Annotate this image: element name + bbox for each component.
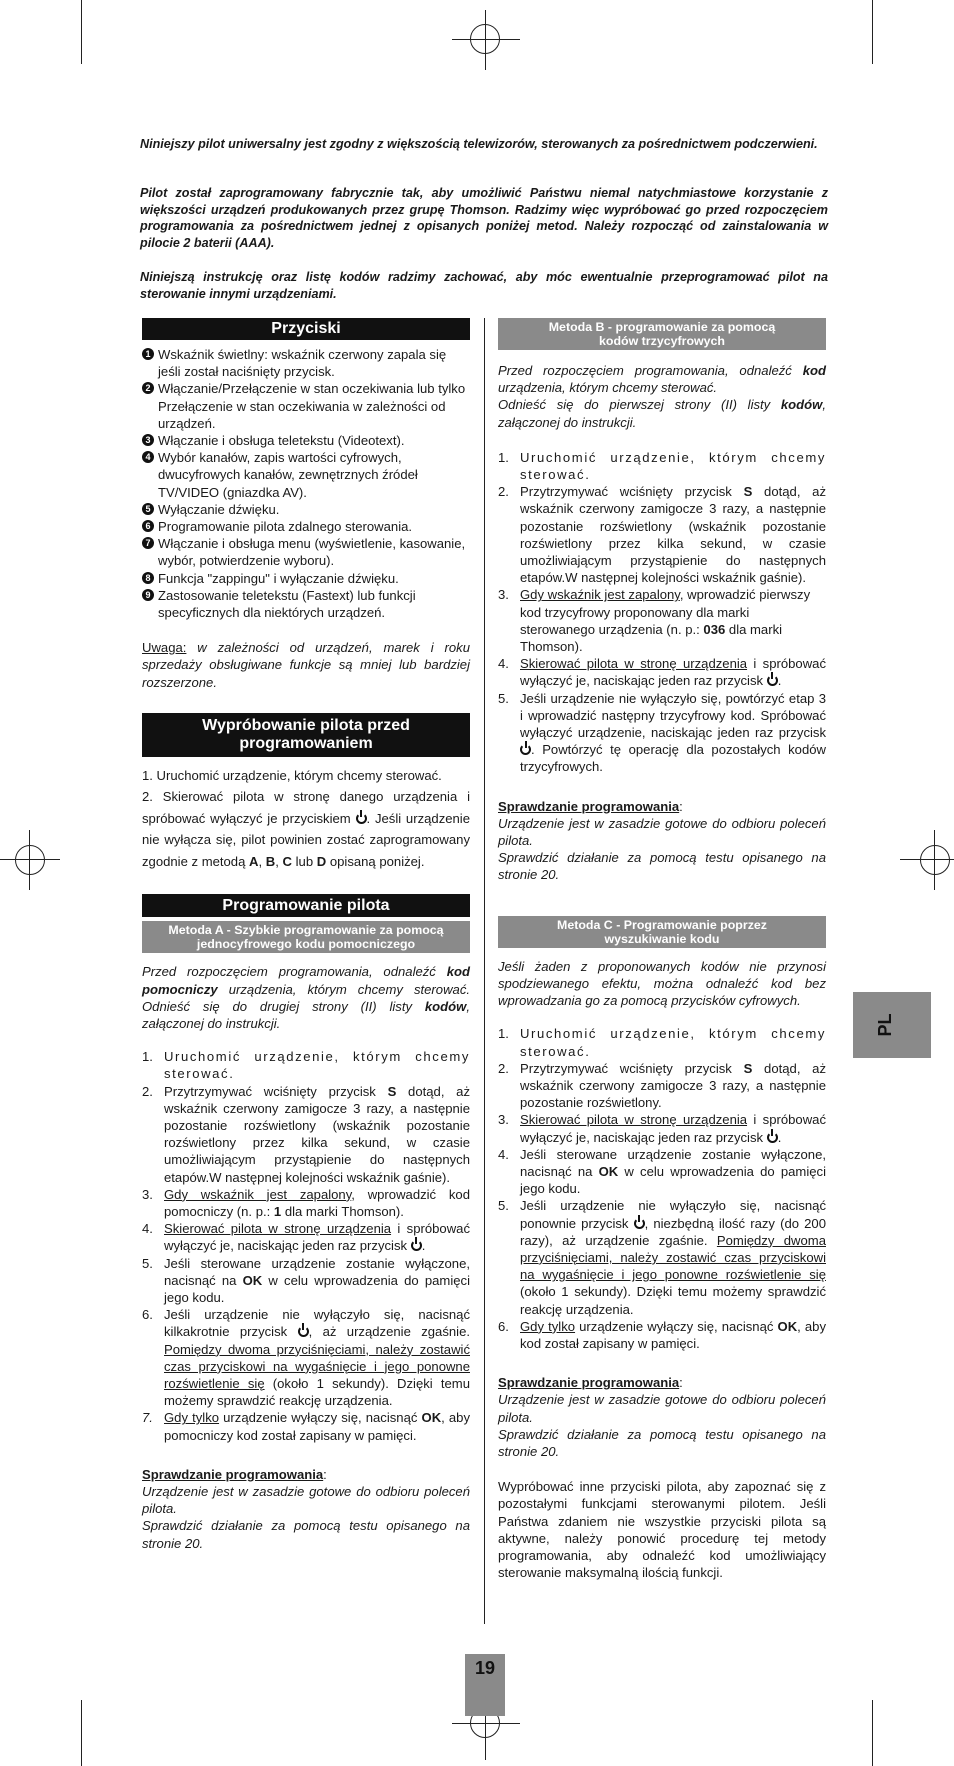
step-text: Przytrzymywać wciśnięty przycisk [520, 1060, 744, 1076]
key-label: S [743, 1060, 753, 1076]
step-text: i spróbować wyłączyć je, naciskając jeden raz przycisk [520, 656, 826, 689]
number-bullet: 1 [142, 348, 154, 360]
power-icon [298, 1326, 309, 1337]
power-icon [411, 1240, 422, 1251]
buttons-list [142, 346, 470, 621]
step-text: . Jeśli urządzenie nie wyłącza się, pilot powinien zostać zaprogramowany zgodnie z metodą [142, 810, 470, 869]
column-divider [484, 318, 485, 1624]
list-item [142, 570, 470, 587]
uwaga-note [142, 639, 470, 691]
check-colon: : [679, 1375, 683, 1391]
intro-paragraph-2: Pilot został zaprogramowany fabrycznie tak, aby umożliwić Państwu niemal natychmiastowe korzystanie z większości urządzeń produkowanych przez grupę Thomson. Radzimy więc wypróbować go przed rozpoczęciem programowania za pośrednictwem jednej z opisanych poniżej metod. Należy rozpocząć od zainstalowania w pilocie 2 baterii (AAA). [140, 186, 828, 250]
step-text: w celu wprowadzenia do pamięci jego kodu. [164, 1272, 470, 1306]
step-text: , wprowadzić kod pomocniczy (n. p.: [164, 1186, 470, 1219]
list-item: 3. Gdy wskaźnik jest zapalony, wprowadzić kod pomocniczy (n. p.: 1 dla marki Thomson). [142, 1186, 470, 1219]
section-heading-przyciski: Przyciski [142, 318, 470, 340]
list-item: 2. Przytrzymywać wciśnięty przycisk S dotąd, aż wskaźnik czerwony zamigocze 3 razy, a następnie pozostanie rozświetlony (wskaźnik pozostanie rozświetlony przez kilka sekund, w czasie umożliwiającym przystąpienie do następnych etapów.W następnej kolejności wskaźnik gaśnie). [498, 484, 826, 586]
list-item: 5. Jeśli urządzenie nie wyłączyło się, nacisnąć ponownie przycisk , niezbędną ilość razy (do 200 razy), aż urządzenie zgaśnie. Pomiędzy dwoma przyciśnięciami, należy zostawić czas przyciskowi na wygaśnięcie i jego ponowne rozświetlenie się (około 1 sekundy). Dzięki temu możemy sprawdzić reakcję urządzenia. [498, 1198, 826, 1317]
method-a-intro [142, 963, 470, 1032]
step-text: Jeśli urządzenie nie wyłączyło się, nacisnąć kilkakrotnie przycisk [164, 1307, 470, 1340]
separator: , [258, 853, 266, 869]
method-letter: A [249, 853, 259, 869]
crop-mark [81, 1700, 82, 1766]
step-text: . Powtórzyć tę operację dla pozostałych kodów trzycyfrowych. [520, 742, 826, 775]
method-a-check [142, 1466, 470, 1552]
registration-mark-left [0, 830, 60, 890]
intro-text: urządzenia, którym chcemy sterować. Odnieść się do drugiej strony (II) listy [142, 981, 470, 1014]
key-label: OK [777, 1318, 798, 1334]
key-label: 1 [273, 1204, 282, 1219]
method-b-heading: Metoda B - programowanie za pomocą kodów trzycyfrowych [498, 318, 826, 350]
step-text: Skierować pilota w stronę urządzenia [520, 1112, 748, 1128]
list-item [142, 535, 470, 569]
uwaga-label: Uwaga: [142, 640, 187, 656]
list-item: 1. Uruchomić urządzenie, którym chcemy sterować. [498, 449, 826, 483]
list-item: 3. Skierować pilota w stronę urządzenia i spróbować wyłączyć je, naciskając jeden raz przycisk . [498, 1112, 826, 1145]
power-icon [520, 744, 531, 755]
step-text: Gdy wskaźnik jest zapalony [520, 587, 680, 603]
separator: lub [291, 853, 317, 869]
step-text: i spróbować wyłączyć je, naciskając jeden raz przycisk [164, 1221, 470, 1254]
list-item: 4. Skierować pilota w stronę urządzenia i spróbować wyłączyć je, naciskając jeden raz przycisk . [498, 656, 826, 689]
step-text: . [777, 1129, 782, 1145]
check-label: Sprawdzanie programowania [498, 798, 680, 814]
test-steps [142, 765, 470, 873]
step-text: urządzenie wyłączy się, nacisnąć [575, 1318, 778, 1334]
step-text: Pomiędzy dwoma przyciśnięciami, należy zostawić czas przyciskowi na wygaśnięcie i jego ponowne rozświetlenie się [164, 1341, 470, 1392]
step-text: dotąd, aż wskaźnik czerwony zamigocze 3 razy, a następnie pozostanie rozświetlony. [520, 1060, 826, 1111]
list-item-text: Wskaźnik świetlny: wskaźnik czerwony zapala się jeśli został naciśnięty przycisk. [158, 347, 447, 380]
method-letter: B [265, 853, 276, 869]
list-item: 2. Przytrzymywać wciśnięty przycisk S dotąd, aż wskaźnik czerwony zamigocze 3 razy, a następnie pozostanie rozświetlony. [498, 1060, 826, 1111]
page-number: 19 [474, 1658, 496, 1678]
step-text: , aby pomocniczy kod został zapisany w pamięci. [164, 1410, 471, 1443]
step-text: , aby kod został zapisany w pamięci. [520, 1318, 827, 1351]
check-text: Urządzenie jest w zasadzie gotowe do odbioru poleceń pilota. [498, 815, 826, 849]
step-text: Uruchomić urządzenie, którym chcemy sterować. [520, 449, 826, 483]
step-text: Skierować pilota w stronę urządzenia [164, 1221, 392, 1237]
check-colon: : [679, 798, 683, 814]
left-column [142, 318, 470, 1552]
list-item-text: Włączanie i obsługa menu (wyświetlenie, kasowanie, wybór, potwierdzenie wyboru). [158, 536, 466, 569]
intro-paragraph-3: Niniejszą instrukcję oraz listę kodów radzimy zachować, aby móc ewentualnie przeprogramować pilot na sterowanie innymi urządzeniami. [140, 270, 828, 301]
list-item: 2. Przytrzymywać wciśnięty przycisk S dotąd, aż wskaźnik czerwony zamigocze 3 razy, a następnie pozostanie rozświetlony (wskaźnik pozostanie rozświetlony przez kilka sekund, w czasie umożliwiającym przystąpienie do następnych etapów.W następnej kolejności wskaźnik gaśnie). [142, 1083, 470, 1185]
list-item [142, 432, 470, 449]
list-item: 1. Uruchomić urządzenie, którym chcemy sterować. [498, 1026, 826, 1059]
intro-text: , załączonej do instrukcji. [498, 397, 826, 430]
uwaga-text: w zależności od urządzeń, marek i roku sprzedaży obsługiwane funkcje są mniej lub bardziej rozszerzone. [142, 640, 470, 690]
right-column [498, 318, 826, 1581]
step-text: 2. Skierować pilota w stronę danego urządzenia i spróbować wyłączyć je przyciskiem [142, 789, 470, 826]
key-label: OK [598, 1163, 619, 1179]
method-c-heading: Metoda C - Programowanie poprzez wyszukiwanie kodu [498, 916, 826, 948]
list-item: 1. Uruchomić urządzenie, którym chcemy sterować. [142, 1049, 470, 1082]
check-text: Sprawdzić działanie za pomocą testu opisanego na stronie 20. [498, 850, 826, 883]
step-text: Gdy tylko [164, 1410, 220, 1426]
separator: , [275, 853, 283, 869]
step-text: Przytrzymywać wciśnięty przycisk [164, 1083, 388, 1099]
registration-mark-right [900, 830, 954, 890]
step-text: Jeśli urządzenie nie wyłączyło się, nacisnąć ponownie przycisk [520, 1198, 826, 1231]
list-item [142, 518, 470, 535]
step-text: Pomiędzy dwoma przyciśnięciami, należy zostawić czas przyciskowi na wygaśnięcie i jego ponowne rozświetlenie się [520, 1232, 826, 1283]
method-b-check [498, 798, 826, 884]
check-label: Sprawdzanie programowania [142, 1466, 324, 1482]
method-a-steps [142, 1048, 470, 1444]
step-text: . [421, 1238, 426, 1254]
section-heading-programowanie: Programowanie pilota [142, 894, 470, 917]
check-text: Urządzenie jest w zasadzie gotowe do odbioru poleceń pilota. [142, 1484, 470, 1517]
test-step-2 [142, 786, 470, 872]
registration-mark-top [466, 10, 506, 70]
intro-text: kod pomocniczy [142, 964, 470, 997]
check-label: Sprawdzanie programowania [498, 1375, 680, 1391]
method-c-steps [498, 1025, 826, 1352]
power-icon [356, 813, 367, 824]
intro-text: urządzenia, którym chcemy sterować. [498, 380, 718, 396]
intro-text: kod [802, 363, 826, 378]
crop-mark [872, 1700, 873, 1766]
number-bullet: 4 [142, 451, 154, 463]
list-item-text: Wyłączanie dźwięku. [158, 501, 280, 517]
method-letter: D [316, 853, 327, 869]
power-icon [634, 1218, 645, 1229]
method-b-intro [498, 362, 826, 431]
language-tab [853, 992, 931, 1058]
number-bullet: 6 [142, 520, 154, 532]
step-text: (około 1 sekundy). Dzięki temu możemy sprawdzić reakcję urządzenia. [520, 1284, 826, 1317]
step-text: Skierować pilota w stronę urządzenia [520, 656, 748, 672]
step-text: urządzenie wyłączy się, nacisnąć [219, 1410, 422, 1426]
list-item-text: Zastosowanie teletekstu (Fastext) lub funkcji specyficznych dla niektórych urządzeń. [158, 587, 416, 621]
list-item-text: Wybór kanałów, zapis wartości cyfrowych, dwucyfrowych kanałów, zewnętrznych źródeł TV/VIDEO (gniazdka AV). [158, 450, 418, 500]
step-text: Gdy tylko [520, 1318, 576, 1334]
test-step-1: 1. Uruchomić urządzenie, którym chcemy sterować. [142, 767, 442, 783]
intro-text: Odnieść się do pierwszej strony (II) listy [498, 397, 781, 413]
step-text: , wprowadzić pierwszy kod trzycyfrowy proponowany dla marki sterowanego urządzenia (n. p.: [520, 587, 811, 637]
intro-paragraph-1: Niniejszy pilot uniwersalny jest zgodny z większością telewizorów, sterowanych za pośrednictwem podczerwieni. [140, 137, 818, 151]
language-tab-label: PL [875, 1013, 895, 1037]
list-item-text: Włączanie/Przełączenie w stan oczekiwania lub tylko Przełączenie w stan oczekiwania w zależności od urządzeń. [158, 381, 466, 431]
method-letter: C [282, 853, 292, 869]
list-item [142, 346, 470, 380]
number-bullet: 8 [142, 572, 154, 584]
intro-text: , załączonej do instrukcji. [142, 998, 470, 1031]
list-item: 3. Gdy wskaźnik jest zapalony, wprowadzić pierwszy kod trzycyfrowy proponowany dla marki sterowanego urządzenia (n. p.: 036 dla marki Thomson). [498, 587, 811, 655]
list-item [142, 587, 470, 621]
list-item-text: Włączanie i obsługa teletekstu (Videotext). [158, 433, 405, 449]
section-heading-wyprobowanie: Wypróbowanie pilota przed programowaniem [142, 713, 470, 757]
method-a-heading: Metoda A - Szybkie programowanie za pomocą jednocyfrowego kodu pomocniczego [142, 921, 470, 953]
list-item: 5. Jeśli urządzenie nie wyłączyło się, powtórzyć etap 3 i wprowadzić następny trzycyfrowy kod. Spróbować wyłączyć urządzenie, naciskając jeden raz przycisk . Powtórzyć tę operację dla pozostałych kodów trzycyfrowych. [498, 690, 826, 775]
method-c-check [498, 1374, 826, 1460]
page-number-box [465, 1654, 505, 1716]
step-text: , niezbędną ilość razy (do 200 razy), aż urządzenie zgaśnie. [520, 1215, 826, 1248]
list-item [142, 449, 470, 501]
number-bullet: 2 [142, 382, 154, 394]
list-item: 5. Jeśli sterowane urządzenie zostanie wyłączone, nacisnąć na OK w celu wprowadzenia do pamięci jego kodu. [142, 1255, 470, 1306]
step-text: Uruchomić urządzenie, którym chcemy sterować. [520, 1026, 826, 1059]
step-text: . [777, 673, 782, 689]
list-item [142, 380, 470, 432]
step-text: dla marki Thomson). [520, 621, 783, 655]
check-colon: : [323, 1466, 327, 1482]
intro-text: kodów [424, 998, 467, 1014]
step-text: Jeśli sterowane urządzenie zostanie wyłączone, nacisnąć na [164, 1255, 470, 1288]
step-text: dotąd, aż wskaźnik czerwony zamigocze 3 razy, a następnie pozostanie rozświetlony (wskaźnik pozostanie rozświetlony przez kilka sekund, w czasie umożliwiającym przystąpienie do następnych etapów.W następnej kolejności wskaźnik gaśnie). [520, 484, 826, 586]
power-icon [767, 675, 778, 686]
check-text: Urządzenie jest w zasadzie gotowe do odbioru poleceń pilota. [498, 1392, 826, 1425]
step-text: dla marki Thomson). [281, 1204, 404, 1219]
list-item [142, 501, 470, 518]
step-text: (około 1 sekundy). Dzięki temu możemy sprawdzić reakcję urządzenia. [164, 1376, 470, 1409]
number-bullet: 3 [142, 434, 154, 446]
list-item-text: Funkcja "zappingu" i wyłączanie dźwięku. [158, 570, 399, 586]
key-label: 036 [703, 621, 726, 637]
key-label: S [743, 484, 753, 500]
check-text: Sprawdzić działanie za pomocą testu opisanego na stronie 20. [142, 1518, 470, 1551]
list-item: 6. Jeśli urządzenie nie wyłączyło się, nacisnąć kilkakrotnie przycisk , aż urządzenie zgaśnie. Pomiędzy dwoma przyciśnięciami, należy zostawić czas przyciskowi na wygaśnięcie i jego ponowne rozświetlenie się (około 1 sekundy). Dzięki temu możemy sprawdzić reakcję urządzenia. [142, 1307, 470, 1409]
intro-text: kodów [780, 397, 823, 413]
step-text: i spróbować wyłączyć je, naciskając jeden raz przycisk [520, 1112, 826, 1145]
key-label: OK [242, 1272, 263, 1288]
list-item: 7. Gdy tylko urządzenie wyłączy się, nacisnąć OK, aby pomocniczy kod został zapisany w pamięci. [142, 1410, 471, 1443]
step-text: Przytrzymywać wciśnięty przycisk [520, 484, 744, 500]
step-text: w celu wprowadzenia do pamięci jego kodu. [520, 1163, 826, 1197]
method-b-steps [498, 449, 826, 776]
step-text: Jeśli urządzenie nie wyłączyło się, powtórzyć etap 3 i wprowadzić następny trzycyfrowy kod. Spróbować wyłączyć urządzenie, naciskając jeden raz przycisk [520, 690, 826, 741]
method-c-intro: Jeśli żaden z proponowanych kodów nie przynosi spodziewanego efektu, można odnaleźć kod bez wprowadzania go za pomocą przycisków cyfrowych. [498, 958, 826, 1009]
number-bullet: 9 [142, 589, 154, 601]
number-bullet: 7 [142, 537, 154, 549]
step-text: Gdy wskaźnik jest zapalony [164, 1186, 352, 1202]
step-text: opisaną poniżej. [326, 853, 425, 869]
step-text: , aż urządzenie zgaśnie. [308, 1324, 470, 1340]
method-c-outro: Wypróbować inne przyciski pilota, aby zapoznać się z pozostałymi funkcjami sterowanymi pilotem. Jeśli Państwa zdaniem nie wszystkie przyciski pilota są aktywne, należy ponowić procedurę tej metody programowania, aby odnaleźć kod umożliwiający sterowanie maksymalną ilością funkcji. [498, 1479, 826, 1581]
list-item-text: Programowanie pilota zdalnego sterowania. [158, 519, 413, 535]
intro-text: Przed rozpoczęciem programowania, odnaleźć [142, 964, 447, 980]
key-label: OK [421, 1410, 442, 1426]
number-bullet: 5 [142, 503, 154, 515]
step-text: Jeśli sterowane urządzenie zostanie wyłączone, nacisnąć na [520, 1146, 826, 1179]
key-label: S [387, 1083, 397, 1099]
check-text: Sprawdzić działanie za pomocą testu opisanego na stronie 20. [498, 1426, 826, 1459]
list-item: 4. Skierować pilota w stronę urządzenia i spróbować wyłączyć je, naciskając jeden raz przycisk . [142, 1221, 470, 1254]
step-text: dotąd, aż wskaźnik czerwony zamigocze 3 razy, a następnie pozostanie rozświetlony (wskaźnik pozostanie rozświetlony przez kilka sekund, w czasie umożliwiającym przystąpienie do następnych etapów.W następnej kolejności wskaźnik gaśnie). [164, 1083, 470, 1185]
list-item: 6. Gdy tylko urządzenie wyłączy się, nacisnąć OK, aby kod został zapisany w pamięci. [498, 1318, 827, 1351]
crop-mark [872, 0, 873, 64]
list-item: 4. Jeśli sterowane urządzenie zostanie wyłączone, nacisnąć na OK w celu wprowadzenia do pamięci jego kodu. [498, 1146, 826, 1197]
intro-text: Przed rozpoczęciem programowania, odnaleźć [498, 363, 803, 378]
crop-mark [81, 0, 82, 64]
power-icon [767, 1132, 778, 1143]
step-text: Uruchomić urządzenie, którym chcemy sterować. [164, 1049, 470, 1082]
